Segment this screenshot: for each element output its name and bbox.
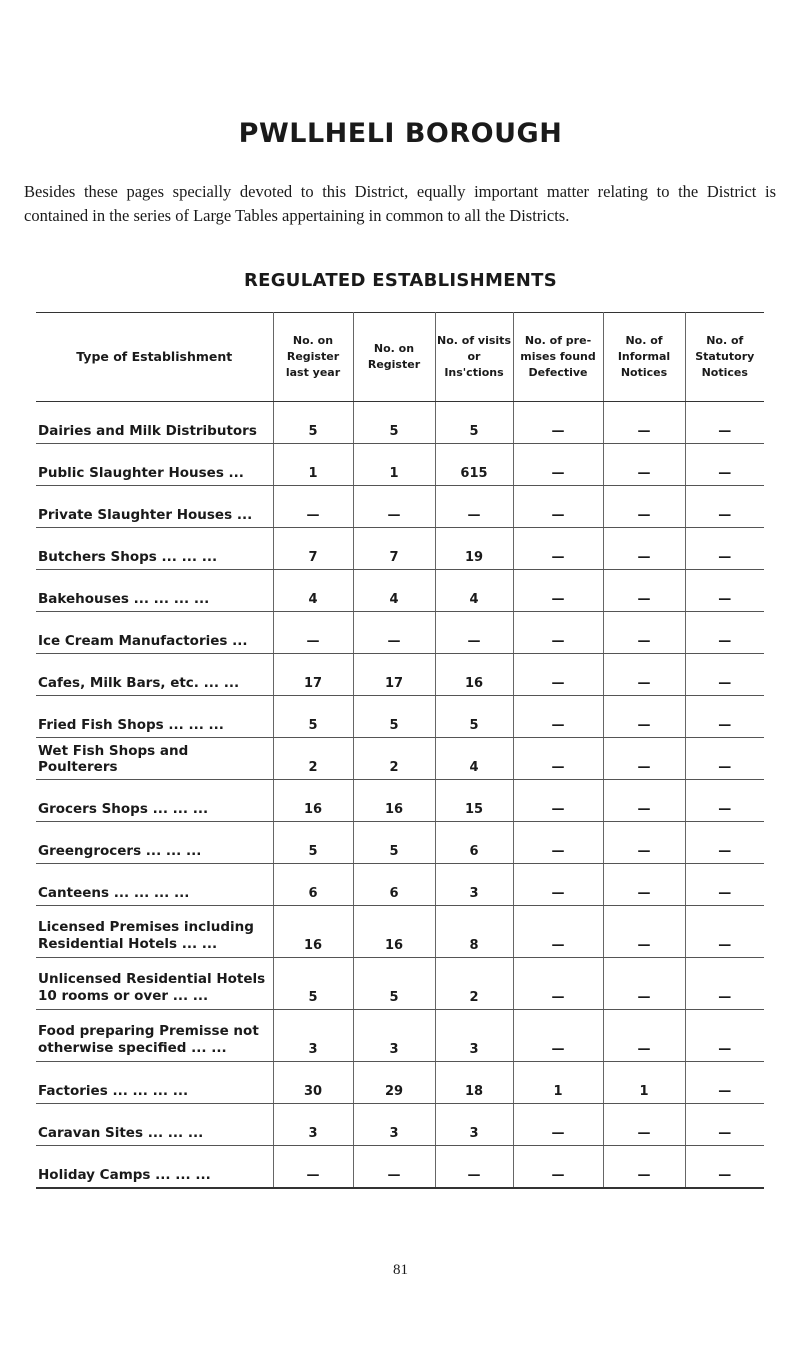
table-cell: — bbox=[273, 612, 353, 654]
table-cell: — bbox=[603, 654, 685, 696]
table-cell: 4 bbox=[353, 570, 435, 612]
table-cell: — bbox=[685, 1062, 764, 1104]
table-cell: — bbox=[685, 612, 764, 654]
table-cell: 7 bbox=[353, 528, 435, 570]
table-cell: — bbox=[513, 906, 603, 958]
table-cell: 15 bbox=[435, 780, 513, 822]
table-cell: — bbox=[685, 402, 764, 444]
table-cell: — bbox=[513, 738, 603, 780]
table-cell: — bbox=[513, 570, 603, 612]
table-row bbox=[36, 738, 764, 780]
table-cell: — bbox=[513, 402, 603, 444]
table-cell: 29 bbox=[353, 1062, 435, 1104]
column-header-register: No. on Register bbox=[353, 313, 435, 402]
table-row bbox=[36, 1146, 764, 1189]
table-cell: 3 bbox=[273, 1010, 353, 1062]
table-cell: — bbox=[353, 486, 435, 528]
intro-paragraph: Besides these pages specially devoted to this District, equally important matter relating to the District is contained in the series of Large Tables appertaining in common to all the Districts. bbox=[24, 182, 776, 225]
table-row bbox=[36, 780, 764, 822]
establishment-type-cell: Private Slaughter Houses ... bbox=[36, 486, 273, 528]
table-cell: 2 bbox=[273, 738, 353, 780]
table-row bbox=[36, 402, 764, 444]
table-cell: — bbox=[685, 486, 764, 528]
establishment-type-cell: Public Slaughter Houses ... bbox=[36, 444, 273, 486]
page-number: 81 bbox=[393, 1262, 408, 1278]
table-cell: 5 bbox=[353, 958, 435, 1010]
table-cell: 16 bbox=[273, 780, 353, 822]
table-cell: — bbox=[603, 1104, 685, 1146]
table-cell: — bbox=[353, 1146, 435, 1189]
table-cell: 5 bbox=[273, 958, 353, 1010]
table-cell: — bbox=[435, 1146, 513, 1189]
table-cell: — bbox=[603, 780, 685, 822]
table-cell: — bbox=[685, 1146, 764, 1189]
establishment-type-cell: Wet Fish Shops and Poulterers bbox=[36, 738, 273, 780]
table-cell: — bbox=[513, 696, 603, 738]
establishment-type-cell: Dairies and Milk Distributors bbox=[36, 402, 273, 444]
table-row bbox=[36, 1062, 764, 1104]
establishment-type-cell: Factories ... ... ... ... bbox=[36, 1062, 273, 1104]
table-row bbox=[36, 1010, 764, 1062]
table-cell: 16 bbox=[353, 906, 435, 958]
table-cell: — bbox=[513, 864, 603, 906]
establishment-type-cell: Food preparing Premisse not otherwise specified ... ... bbox=[36, 1010, 273, 1062]
table-cell: — bbox=[603, 444, 685, 486]
table-cell: — bbox=[603, 570, 685, 612]
table-cell: 3 bbox=[435, 864, 513, 906]
table-row bbox=[36, 612, 764, 654]
table-cell: — bbox=[513, 528, 603, 570]
table-cell: 5 bbox=[353, 822, 435, 864]
table-cell: 1 bbox=[353, 444, 435, 486]
table-cell: — bbox=[435, 486, 513, 528]
table-row bbox=[36, 444, 764, 486]
table-cell: — bbox=[513, 612, 603, 654]
section-heading: REGULATED ESTABLISHMENTS bbox=[243, 270, 558, 291]
table-row bbox=[36, 696, 764, 738]
table-cell: 16 bbox=[435, 654, 513, 696]
establishment-type-cell: Licensed Premises including Residential Hotels ... ... bbox=[36, 906, 273, 958]
table-cell: 3 bbox=[353, 1010, 435, 1062]
table-cell: — bbox=[685, 822, 764, 864]
table-cell: 4 bbox=[435, 570, 513, 612]
table-cell: — bbox=[685, 1010, 764, 1062]
column-header-statutory-notices: No. of Statutory Notices bbox=[685, 313, 764, 402]
table-cell: — bbox=[603, 864, 685, 906]
table-cell: 4 bbox=[435, 738, 513, 780]
table-cell: — bbox=[273, 486, 353, 528]
table-cell: — bbox=[685, 654, 764, 696]
table-cell: — bbox=[603, 612, 685, 654]
table-cell: — bbox=[685, 570, 764, 612]
regulated-establishments-table bbox=[36, 312, 764, 1189]
table-cell: — bbox=[603, 906, 685, 958]
table-cell: 5 bbox=[435, 696, 513, 738]
table-cell: — bbox=[685, 906, 764, 958]
establishment-type-cell: Ice Cream Manufactories ... bbox=[36, 612, 273, 654]
table-cell: — bbox=[435, 612, 513, 654]
table-cell: 8 bbox=[435, 906, 513, 958]
table-cell: — bbox=[685, 780, 764, 822]
table-cell: 6 bbox=[273, 864, 353, 906]
table-row bbox=[36, 958, 764, 1010]
establishment-type-cell: Butchers Shops ... ... ... bbox=[36, 528, 273, 570]
establishment-type-cell: Unlicensed Residential Hotels 10 rooms or over ... ... bbox=[36, 958, 273, 1010]
column-header-visits: No. of visits or Ins'ctions bbox=[435, 313, 513, 402]
table-cell: — bbox=[685, 1104, 764, 1146]
table-cell: 5 bbox=[353, 696, 435, 738]
table-row bbox=[36, 1104, 764, 1146]
establishment-type-cell: Cafes, Milk Bars, etc. ... ... bbox=[36, 654, 273, 696]
table-cell: — bbox=[685, 444, 764, 486]
table-cell: 7 bbox=[273, 528, 353, 570]
table-row bbox=[36, 528, 764, 570]
column-header-defective: No. of pre-mises found Defective bbox=[513, 313, 603, 402]
table-cell: 5 bbox=[353, 402, 435, 444]
table-cell: 16 bbox=[353, 780, 435, 822]
table-cell: — bbox=[513, 654, 603, 696]
table-cell: 5 bbox=[273, 402, 353, 444]
table-cell: — bbox=[685, 528, 764, 570]
table-cell: 6 bbox=[435, 822, 513, 864]
table-cell: — bbox=[603, 528, 685, 570]
table-cell: — bbox=[603, 486, 685, 528]
table-cell: 16 bbox=[273, 906, 353, 958]
table-cell: 3 bbox=[353, 1104, 435, 1146]
establishment-type-cell: Greengrocers ... ... ... bbox=[36, 822, 273, 864]
column-header-register-last-year: No. on Register last year bbox=[273, 313, 353, 402]
table-header-row bbox=[36, 313, 764, 402]
table-cell: — bbox=[513, 444, 603, 486]
table-row bbox=[36, 822, 764, 864]
table-cell: 19 bbox=[435, 528, 513, 570]
table-cell: — bbox=[603, 958, 685, 1010]
table-cell: — bbox=[685, 696, 764, 738]
table-cell: — bbox=[603, 822, 685, 864]
table-cell: 17 bbox=[273, 654, 353, 696]
establishment-type-cell: Grocers Shops ... ... ... bbox=[36, 780, 273, 822]
table-cell: — bbox=[513, 486, 603, 528]
column-header-informal-notices: No. of Informal Notices bbox=[603, 313, 685, 402]
table-cell: 2 bbox=[435, 958, 513, 1010]
table-cell: — bbox=[513, 958, 603, 1010]
table-cell: 1 bbox=[603, 1062, 685, 1104]
establishment-type-cell: Holiday Camps ... ... ... bbox=[36, 1146, 273, 1189]
table-cell: — bbox=[603, 1146, 685, 1189]
table-cell: 4 bbox=[273, 570, 353, 612]
table-cell: 1 bbox=[513, 1062, 603, 1104]
table-cell: — bbox=[513, 822, 603, 864]
table-cell: — bbox=[513, 1146, 603, 1189]
establishment-type-cell: Bakehouses ... ... ... ... bbox=[36, 570, 273, 612]
table-cell: 30 bbox=[273, 1062, 353, 1104]
table-cell: 18 bbox=[435, 1062, 513, 1104]
table-cell: 5 bbox=[273, 822, 353, 864]
table-cell: 615 bbox=[435, 444, 513, 486]
table-cell: 5 bbox=[273, 696, 353, 738]
table-cell: — bbox=[603, 696, 685, 738]
table-cell: — bbox=[603, 1010, 685, 1062]
establishment-type-cell: Caravan Sites ... ... ... bbox=[36, 1104, 273, 1146]
table-cell: 17 bbox=[353, 654, 435, 696]
establishment-type-cell: Fried Fish Shops ... ... ... bbox=[36, 696, 273, 738]
table-cell: — bbox=[273, 1146, 353, 1189]
table-cell: 3 bbox=[273, 1104, 353, 1146]
table-cell: 2 bbox=[353, 738, 435, 780]
column-header-type: Type of Establishment bbox=[36, 313, 273, 402]
table-row bbox=[36, 654, 764, 696]
table-row bbox=[36, 864, 764, 906]
table-cell: 1 bbox=[273, 444, 353, 486]
table-cell: 6 bbox=[353, 864, 435, 906]
table-cell: — bbox=[603, 402, 685, 444]
page-title: PWLLHELI BOROUGH bbox=[238, 118, 563, 149]
table-cell: 5 bbox=[435, 402, 513, 444]
table-cell: — bbox=[353, 612, 435, 654]
table-cell: 3 bbox=[435, 1104, 513, 1146]
table-row bbox=[36, 906, 764, 958]
table-cell: — bbox=[513, 780, 603, 822]
table-cell: — bbox=[685, 738, 764, 780]
establishment-type-cell: Canteens ... ... ... ... bbox=[36, 864, 273, 906]
table-cell: — bbox=[685, 864, 764, 906]
table-cell: — bbox=[685, 958, 764, 1010]
table-cell: — bbox=[603, 738, 685, 780]
table-cell: 3 bbox=[435, 1010, 513, 1062]
table-cell: — bbox=[513, 1010, 603, 1062]
table-row bbox=[36, 486, 764, 528]
table-row bbox=[36, 570, 764, 612]
table-cell: — bbox=[513, 1104, 603, 1146]
